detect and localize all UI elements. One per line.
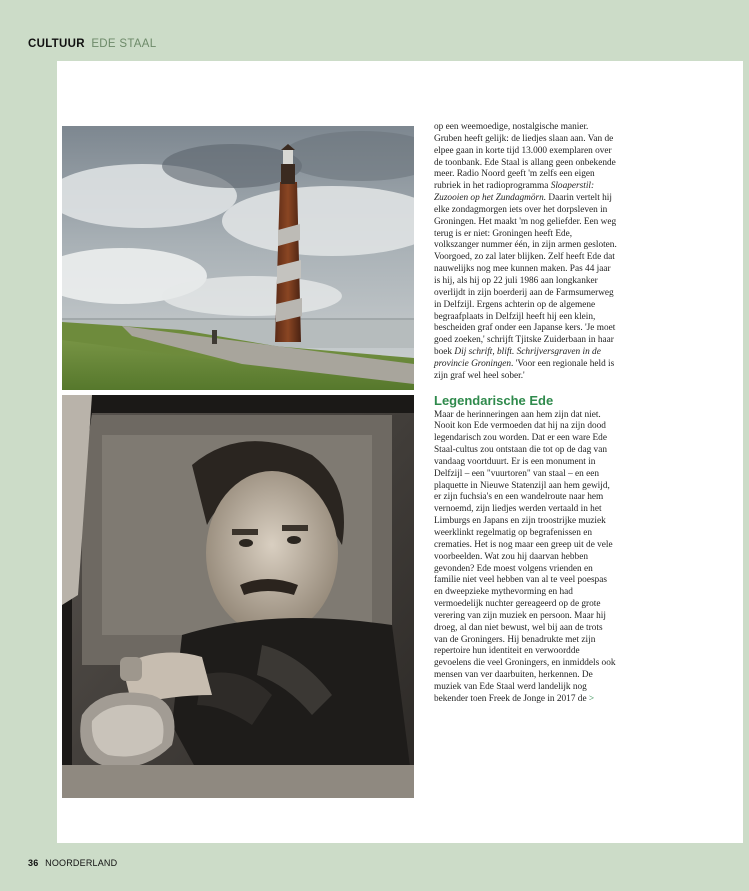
body-text: . 'Voor een regionale held is zijn graf wel heel sober.'	[434, 358, 615, 381]
monument-photo	[62, 126, 414, 390]
section-subheading: Legendarische Ede	[434, 392, 554, 408]
magazine-name: NOORDERLAND	[45, 858, 118, 868]
book-title: Dij schrift, blift. Schrijversgraven in de provincie Groningen	[434, 347, 601, 369]
article-column	[434, 122, 618, 706]
continue-arrow-icon[interactable]: >	[588, 693, 595, 704]
body-text: Daarin vertelt hij elke zondagmorgen iets over het dorpsleven in Groningen. Het maakt 'm nog geliefder. Een weg terug is er niet: Groningen heeft Ede, volkszanger nummer één, in zijn armen gesloten. Voorgoed, zo zal later blijken. Zelf heeft Ede dat nauwelijks nog mee kunnen maken. Pas 44 jaar is hij, als hij op 22 juli 1986 aan longkanker overlijdt in zijn boerderij aan de Farmsumerweg in Delfzijl. Ergens achterin op de algemene begraafplaats in Delfzijl heeft hij een klein, bescheiden graf onder een Japanse kers. 'Je moet goed zoeken,' schrijft Tjitske Zuiderbaan in haar boek	[434, 193, 617, 358]
body-text: op een weemoedige, nostalgische manier. Gruben heeft gelijk: de liedjes slaan aan. Van de elpee gaan in korte tijd 13.000 exemplaren over de toonbank. Ede Staal is allang geen onbekende meer. Radio Noord geeft 'm zelfs een eigen rubriek in het radioprogramma	[434, 122, 616, 192]
page-footer	[28, 858, 117, 868]
running-header	[28, 38, 156, 50]
page-number: 36	[28, 858, 39, 868]
topic-label: EDE STAAL	[91, 38, 157, 50]
section-label: CULTUUR	[28, 38, 85, 50]
article-paragraph	[434, 122, 618, 383]
program-title: Sloaperstil: Zuzooien op het Zundagmörn.	[434, 181, 595, 204]
article-paragraph	[434, 410, 618, 706]
body-text: Maar de herinneringen aan hem zijn dat niet. Nooit kon Ede vermoeden dat hij na zijn dood legendarisch zou worden. Dat er een ware Ede Staal-cultus zou ontstaan die tot op de dag van vandaag voortduurt. Er is een monument in Delfzijl – een "vuurtoren" van staal – en een plaquette in Nieuwe Statenzijl aan hem gewijd, er zijn fuchsia's en een wandelroute naar hem vernoemd, zijn liedjes werden vertaald in het Limburgs en Japans en zijn troostrijke muziek weerklinkt regelmatig op begrafenissen en crematies. Het is nog maar een greep uit de vele voorbeelden. Wat zou hij daarvan hebben gevonden? Ede moest volgens vrienden en familie niet veel hebben van al te veel poespas en dweepzieke mythevorming en had vermoedelijk nuchter gereageerd op de grote verering van zijn muziek en persoon. Maar hij droeg, al dan niet bewust, wel bij aan de trots van de Groningers. Hij benadrukte met zijn repertoire hun identiteit en verwoordde gevoelens die veel Groningers, en inmiddels ook mensen van ver daarbuiten, herkennen. De muziek van Ede Staal werd landelijk nog bekender toen Freek de Jonge in 2017 de	[434, 409, 616, 704]
portrait-photo	[62, 395, 414, 798]
